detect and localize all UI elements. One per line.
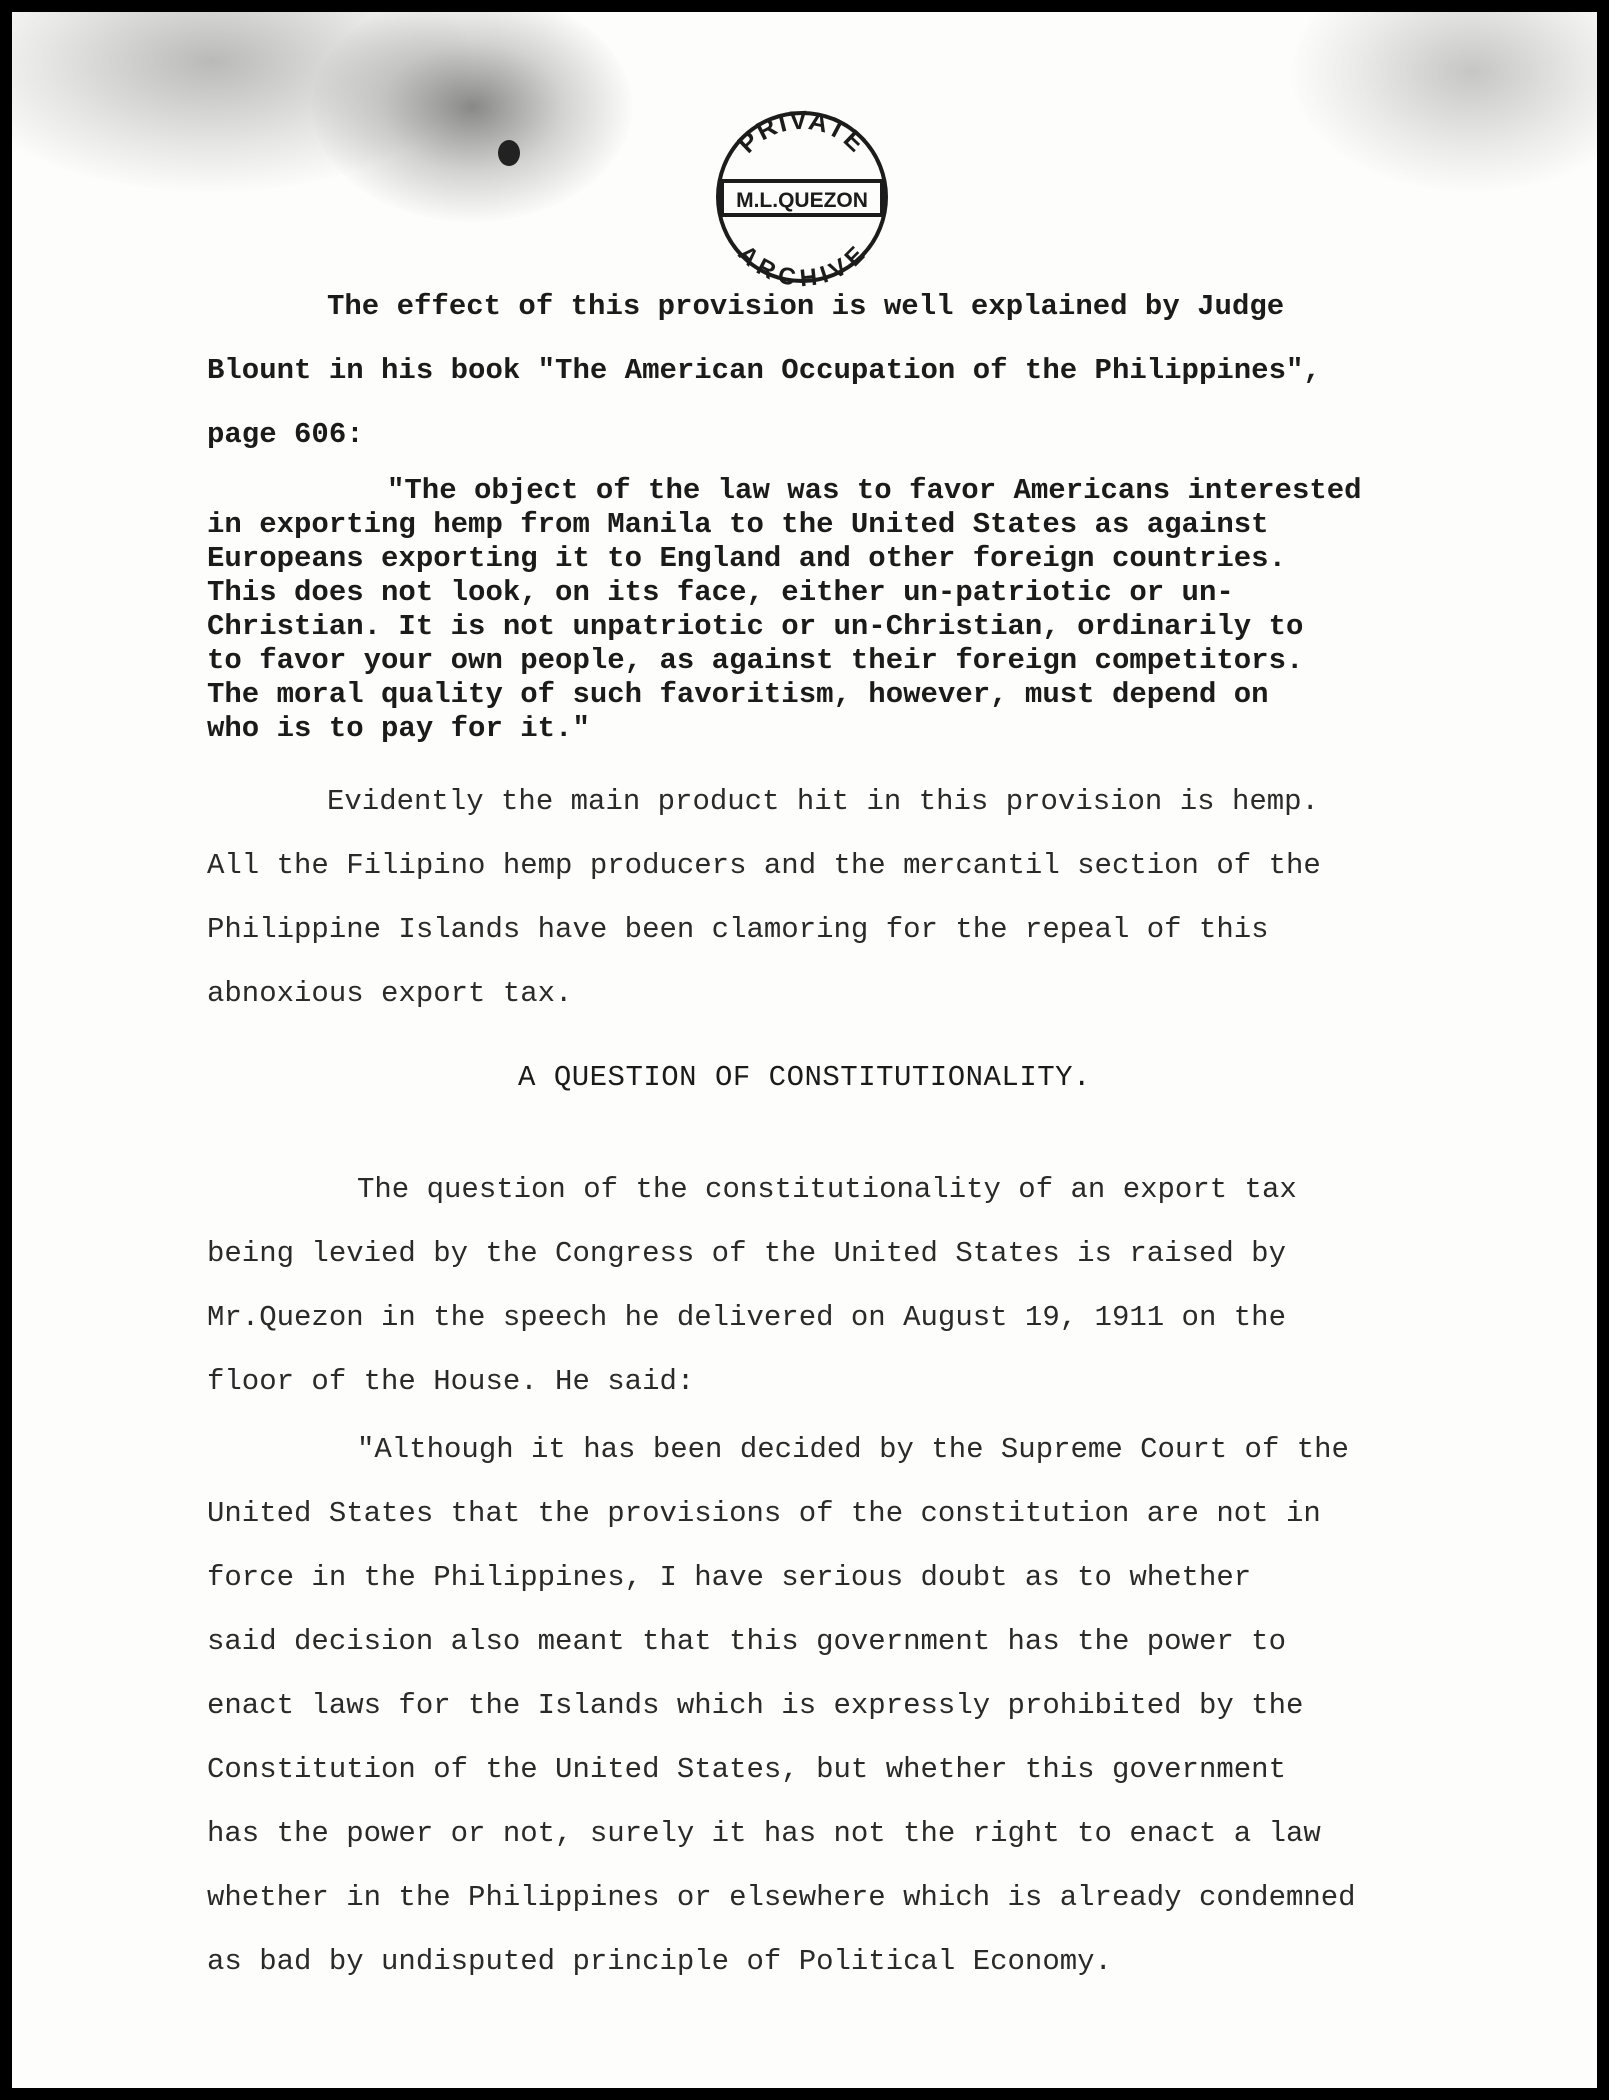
document-page [12,12,1597,2088]
smudge-top-right [1292,12,1597,192]
ink-blot [498,140,520,166]
archive-stamp-graphic [712,107,892,287]
smudge-top-left [12,12,472,192]
stamp-bottom-text: ARCHIVE [732,240,872,287]
stamp-middle-text: M.L.QUEZON [736,189,868,212]
paragraph-hemp: Evidently the main product hit in this provision is hemp. All the Filipino hemp producers and the mercantil section of the Philippine Islands have been clamoring for the repeal of this abnoxious export tax. [207,785,1321,1010]
smudge-top-center [312,12,632,222]
svg-text:PRIVATE [731,107,872,159]
archive-stamp [712,107,892,287]
stamp-top-text: PRIVATE [731,107,873,159]
blockquote-blount: "The object of the law was to favor Americans interested in exporting hemp from Manila to the United States as against Europeans exporting it to England and other foreign countries. This does not look, on its face, either un-patriotic or un- Christian. It is not unpatriotic or un-Christian, ordinarily to to favor your own people, as against their foreign competitors. The moral quality of such favoritism, however, must depend on who is to pay for it." [207,474,1362,745]
paragraph-intro: The effect of this provision is well explained by Judge Blount in his book "The American Occupation of the Philippines", page 606: [207,290,1321,451]
paragraph-constitutionality: The question of the constitutionality of an export tax being levied by the Congress of the United States is raised by Mr.Quezon in the speech he delivered on August 19, 1911 on the floor of the House. He said: [207,1173,1297,1398]
section-heading: A QUESTION OF CONSTITUTIONALITY. [518,1061,1091,1094]
blockquote-quezon-speech: "Although it has been decided by the Supreme Court of the United States that the provisions of the constitution are not in force in the Philippines, I have serious doubt as to whether said decision also meant that this government has the power to enact laws for the Islands which is expressly prohibited by the Constitution of the United States, but whether this government has the power or not, surely it has not the right to enact a law whether in the Philippines or elsewhere which is already condemned as bad by undisputed principle of Political Economy. [207,1433,1356,1978]
